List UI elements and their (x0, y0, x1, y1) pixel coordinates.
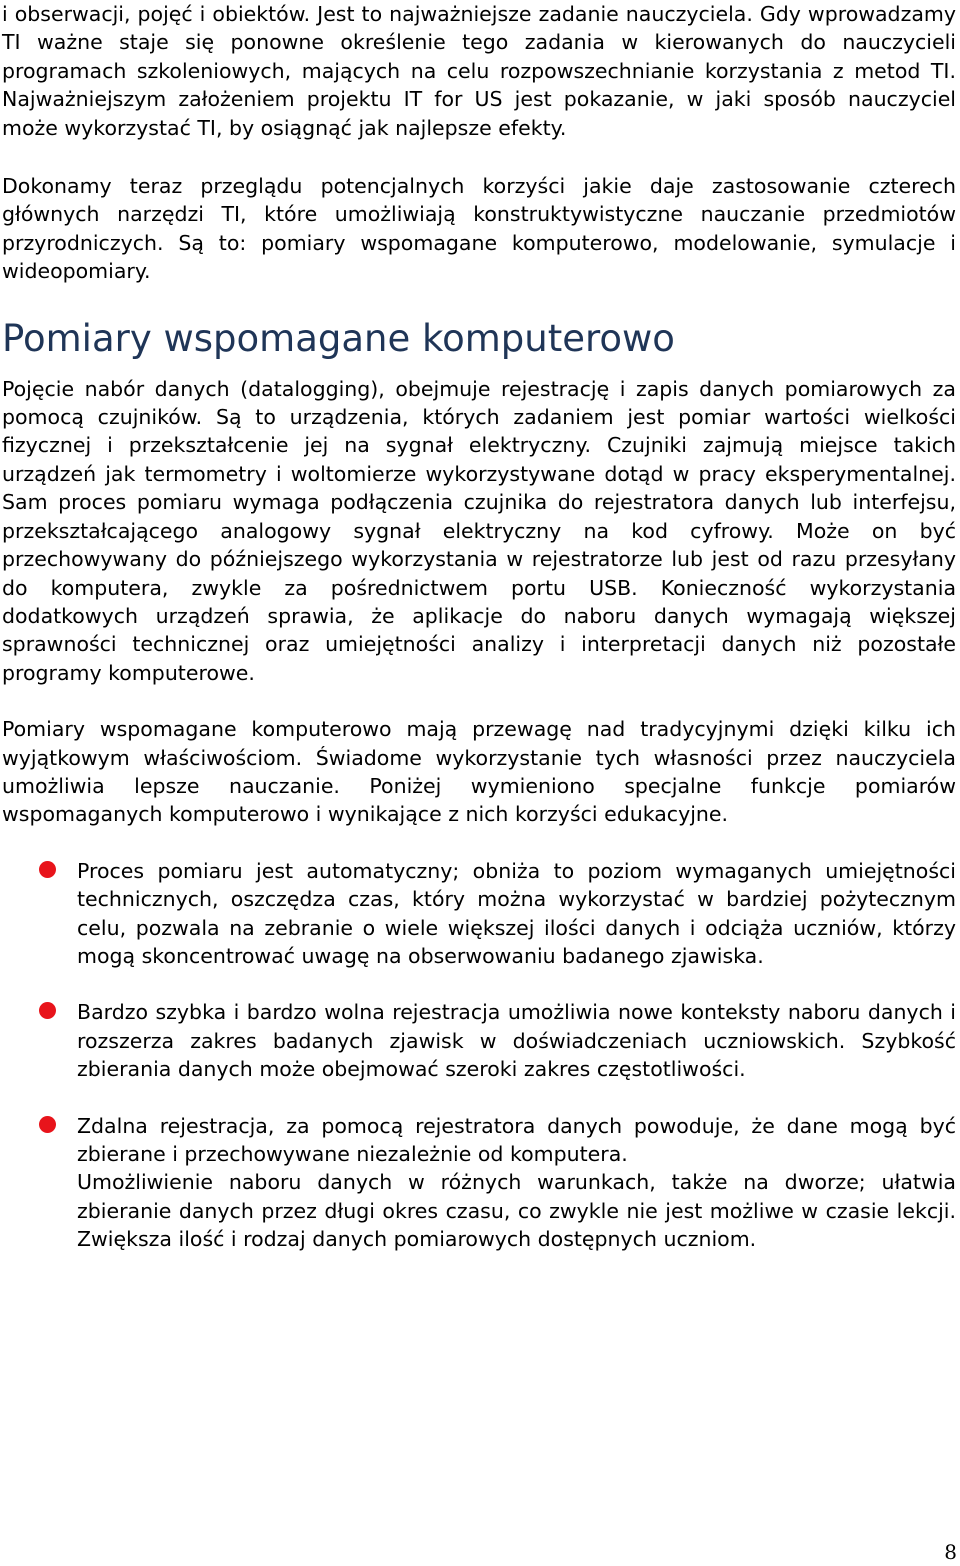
feature-list (2, 857, 956, 1254)
paragraph-advantages: Pomiary wspomagane komputerowo mają przewagę nad tradycyjnymi dzięki kilku ich wyjątkowym właściwościom. Świadome wykorzystanie tych własności przez nauczyciela umożliwia lepsze nauczanie. Poniżej wymieniono specjalne funkcje pomiarów wspomaganych komputerowo i wynikające z nich korzyści edukacyjne. (2, 717, 956, 827)
list-item (2, 1112, 956, 1254)
paragraph-overview: Dokonamy teraz przeglądu potencjalnych korzyści jakie daje zastosowanie czterech głównych narzędzi TI, które umożliwiają konstruktywistyczne nauczanie przedmiotów przyrodniczych. Są to: pomiary wspomagane komputerowo, modelowanie, symulacje i wideopomiary. (2, 174, 956, 284)
list-item-text: Bardzo szybka i bardzo wolna rejestracja umożliwia nowe konteksty naboru danych i rozszerza zakres badanych zjawisk w doświadczeniach uczniowskich. Szybkość zbierania danych może obejmować szeroki zakres częstotliwości. (77, 1000, 956, 1082)
red-dot-bullet-icon (39, 861, 56, 878)
section-heading: Pomiary wspomagane komputerowo (2, 316, 675, 360)
list-item (2, 998, 956, 1083)
red-dot-bullet-icon (39, 1002, 56, 1019)
list-item-text: Proces pomiaru jest automatyczny; obniża to poziom wymaganych umiejętności technicznych, oszczędza czas, który można wykorzystać w bardziej pożytecznym celu, pozwala na zebranie o wiele większej ilości danych i odciąża uczniów, którzy mogą skoncentrować uwagę na obserwowaniu badanego zjawiska. (77, 858, 956, 968)
red-dot-bullet-icon (39, 1116, 56, 1133)
list-item (2, 857, 956, 971)
paragraph-datalogging: Pojęcie nabór danych (datalogging), obejmuje rejestrację i zapis danych pomiarowych za pomocą czujników. Są to urządzenia, których zadaniem jest pomiar wartości wielkości fizycznej i przekształcenie jej na sygnał elektryczny. Czujniki zajmują miejsce takich urządzeń jak termometry i woltomierze wykorzystywane dotąd w pracy eksperymentalnej. Sam proces pomiaru wymaga podłączenia czujnika do rejestratora danych lub interfejsu, przekształcającego analogowy sygnał elektryczny na kod cyfrowy. Może on być przechowywany do późniejszego wykorzystania w rejestratorze lub jest od razu przesyłany do komputera, zwykle za pośrednictwem portu USB. Konieczność wykorzystania dodatkowych urządzeń sprawia, że aplikacje do naboru danych wymagają większej sprawności technicznej oraz umiejętności analizy i interpretacji danych niż pozostałe programy komputerowe. (2, 376, 956, 685)
page-number: 8 (944, 1540, 957, 1564)
list-item-continuation: Umożliwienie naboru danych w różnych warunkach, także na dworze; ułatwia zbieranie danych przez długi okres czasu, co zwykle nie jest możliwe w czasie lekcji. Zwiększa ilość i rodzaj danych pomiarowych dostępnych uczniom. (77, 1170, 956, 1252)
paragraph-intro: i obserwacji, pojęć i obiektów. Jest to najważniejsze zadanie nauczyciela. Gdy wprowadzamy TI ważne staje się ponowne określenie tego zadania w kierowanych do nauczycieli programach szkoleniowych, mających na celu rozpowszechnianie korzystania z metod TI. Najważniejszym założeniem projektu IT for US jest pokazanie, w jaki sposób nauczyciel może wykorzystać TI, by osiągnąć jak najlepsze efekty. (2, 2, 956, 140)
list-item-text: Zdalna rejestracja, za pomocą rejestratora danych powoduje, że dane mogą być zbierane i przechowywane niezależnie od komputera. (77, 1113, 956, 1166)
document-page (2, 0, 956, 1282)
